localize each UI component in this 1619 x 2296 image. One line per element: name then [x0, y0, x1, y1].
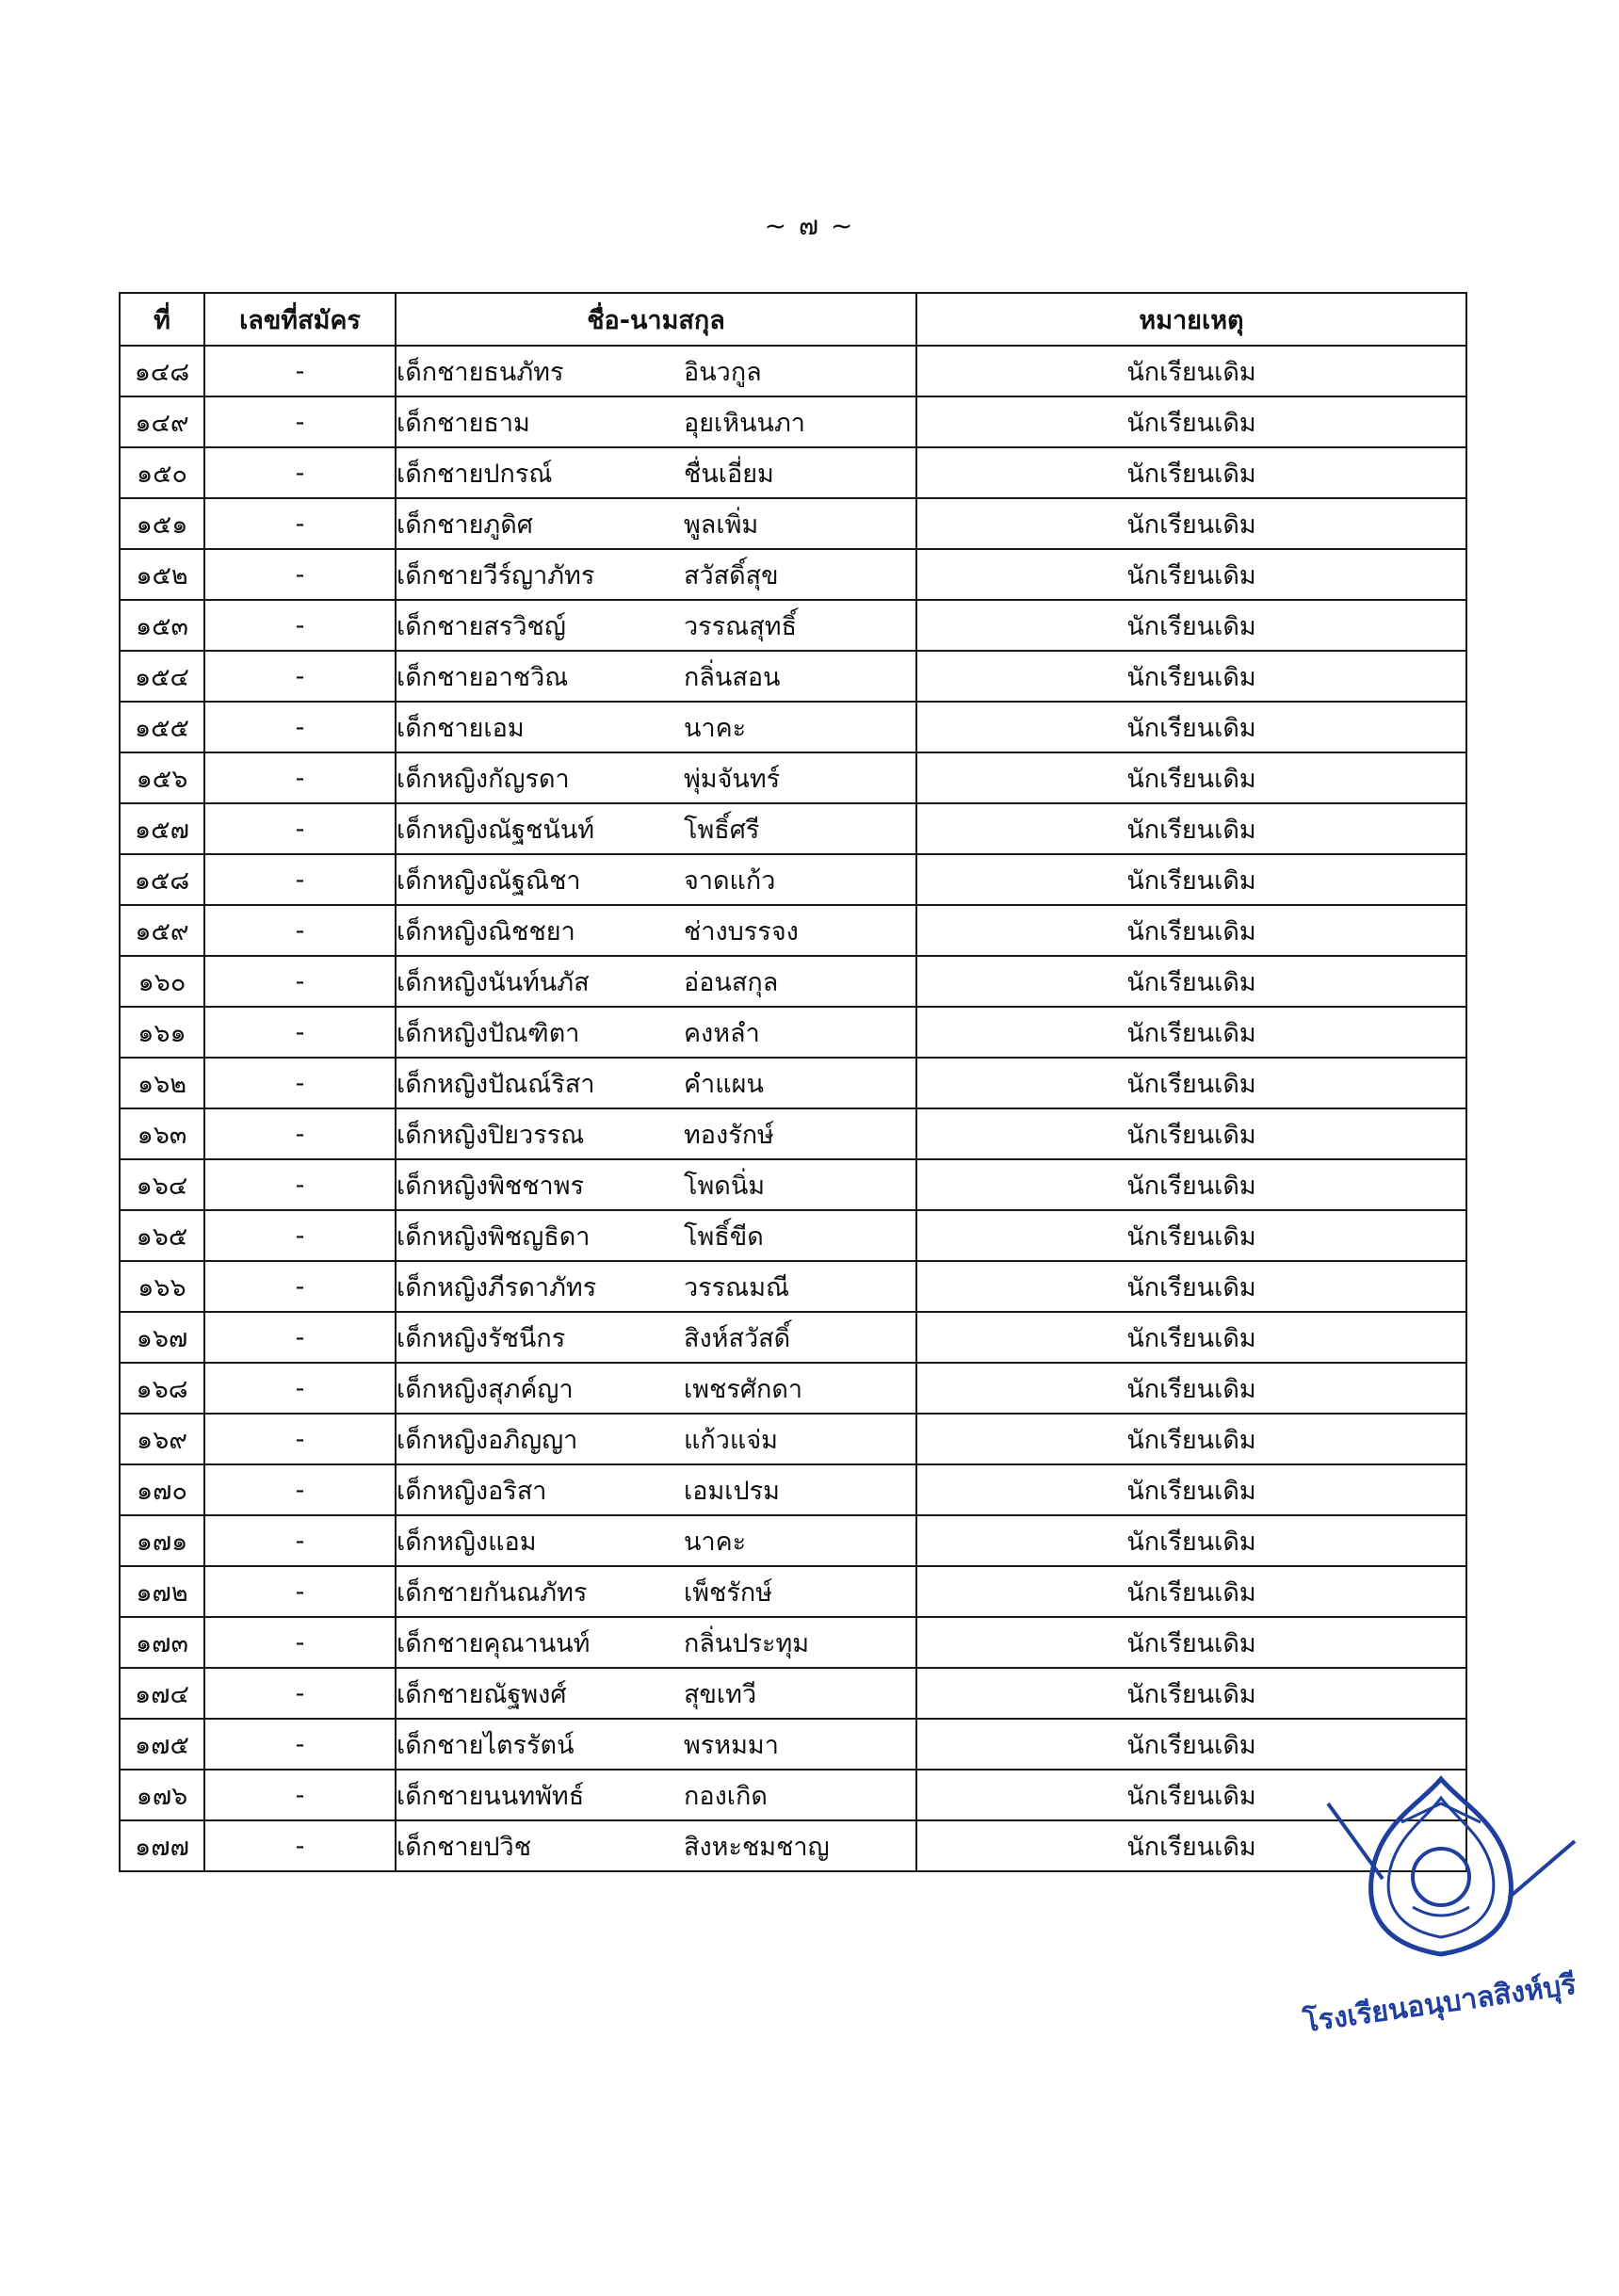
page-number: ~ ๗ ~: [764, 210, 855, 241]
last-name: อุยเหินนภา: [684, 408, 805, 438]
student-name: [396, 752, 916, 803]
application-number: -: [204, 1058, 396, 1108]
header-remark: หมายเหตุ: [916, 293, 1466, 346]
table-row: [120, 447, 1466, 498]
first-name: เด็กหญิงปัณฑิตา: [397, 1018, 580, 1048]
last-name: เอมเปรม: [684, 1476, 780, 1506]
student-name: [396, 1108, 916, 1159]
remark: นักเรียนเดิม: [916, 1363, 1466, 1414]
student-name: [396, 1566, 916, 1617]
last-name: สวัสดิ์สุข: [684, 560, 779, 590]
row-number: ๑๗๑: [120, 1515, 204, 1566]
remark: นักเรียนเดิม: [916, 1261, 1466, 1312]
table-row: [120, 752, 1466, 803]
first-name: เด็กชายภูดิศ: [397, 509, 533, 540]
row-number: ๑๗๕: [120, 1719, 204, 1770]
table-row: [120, 1363, 1466, 1414]
remark: นักเรียนเดิม: [916, 1820, 1466, 1871]
remark: นักเรียนเดิม: [916, 1108, 1466, 1159]
row-number: ๑๕๖: [120, 752, 204, 803]
remark: นักเรียนเดิม: [916, 1668, 1466, 1719]
first-name: เด็กหญิงอภิญญา: [397, 1425, 578, 1455]
row-number: ๑๖๖: [120, 1261, 204, 1312]
table-row: [120, 1464, 1466, 1515]
student-name: [396, 1617, 916, 1668]
student-name: [396, 1159, 916, 1210]
application-number: -: [204, 1261, 396, 1312]
student-name: [396, 1515, 916, 1566]
application-number: -: [204, 600, 396, 651]
row-number: ๑๖๕: [120, 1210, 204, 1261]
first-name: เด็กชายธนภัทร: [397, 357, 564, 387]
application-number: -: [204, 396, 396, 447]
table-row: [120, 702, 1466, 752]
application-number: -: [204, 803, 396, 854]
student-name: [396, 1414, 916, 1464]
row-number: ๑๗๒: [120, 1566, 204, 1617]
row-number: ๑๖๘: [120, 1363, 204, 1414]
row-number: ๑๗๖: [120, 1770, 204, 1820]
last-name: อินวกูล: [684, 357, 762, 387]
student-name: [396, 498, 916, 549]
row-number: ๑๕๑: [120, 498, 204, 549]
last-name: เพ็ชรักษ์: [684, 1577, 772, 1608]
table-row: [120, 1719, 1466, 1770]
row-number: ๑๖๗: [120, 1312, 204, 1363]
row-number: ๑๕๐: [120, 447, 204, 498]
table-row: [120, 1058, 1466, 1108]
header-name: ชื่อ-นามสกุล: [396, 293, 916, 346]
student-name: [396, 346, 916, 396]
table-row: [120, 651, 1466, 702]
remark: นักเรียนเดิม: [916, 447, 1466, 498]
first-name: เด็กชายปกรณ์: [397, 459, 553, 489]
application-number: -: [204, 549, 396, 600]
table-row: [120, 1007, 1466, 1058]
last-name: สิงหะชมชาญ: [684, 1832, 830, 1862]
table-row: [120, 1617, 1466, 1668]
first-name: เด็กหญิงณัฐณิชา: [397, 865, 581, 896]
table-header-row: [120, 293, 1466, 346]
table-row: [120, 1159, 1466, 1210]
student-name: [396, 1668, 916, 1719]
table-body: [120, 346, 1466, 1871]
student-name: [396, 651, 916, 702]
first-name: เด็กชายเอม: [397, 713, 525, 743]
last-name: กองเกิด: [684, 1781, 768, 1811]
first-name: เด็กชายไตรรัตน์: [397, 1730, 575, 1760]
first-name: เด็กชายธาม: [397, 408, 530, 438]
remark: นักเรียนเดิม: [916, 752, 1466, 803]
table-row: [120, 1770, 1466, 1820]
first-name: เด็กหญิงพิชญธิดา: [397, 1221, 591, 1252]
remark: นักเรียนเดิม: [916, 1159, 1466, 1210]
row-number: ๑๖๒: [120, 1058, 204, 1108]
row-number: ๑๔๙: [120, 396, 204, 447]
first-name: เด็กหญิงรัชนีกร: [397, 1323, 566, 1353]
school-seal: [1300, 1766, 1582, 2048]
table-row: [120, 600, 1466, 651]
application-number: -: [204, 1719, 396, 1770]
last-name: โพดนิ่ม: [684, 1171, 766, 1201]
first-name: เด็กหญิงณิชชยา: [397, 916, 575, 946]
first-name: เด็กหญิงภีรดาภัทร: [397, 1272, 597, 1302]
application-number: -: [204, 702, 396, 752]
table-row: [120, 1261, 1466, 1312]
row-number: ๑๗๗: [120, 1820, 204, 1871]
student-name: [396, 1261, 916, 1312]
first-name: เด็กหญิงกัญรดา: [397, 764, 570, 794]
remark: นักเรียนเดิม: [916, 956, 1466, 1007]
last-name: พรหมมา: [684, 1730, 779, 1760]
table-row: [120, 346, 1466, 396]
remark: นักเรียนเดิม: [916, 702, 1466, 752]
table-row: [120, 498, 1466, 549]
seal-text: โรงเรียนอนุบาลสิงห์บุรี: [1301, 1967, 1579, 2040]
application-number: -: [204, 1007, 396, 1058]
application-number: -: [204, 1363, 396, 1414]
remark: นักเรียนเดิม: [916, 1719, 1466, 1770]
first-name: เด็กชายอาชวิณ: [397, 662, 569, 692]
last-name: โพธิ์ศรี: [684, 815, 760, 845]
remark: นักเรียนเดิม: [916, 498, 1466, 549]
student-name: [396, 702, 916, 752]
last-name: กลิ่นประทุม: [684, 1628, 810, 1658]
application-number: -: [204, 956, 396, 1007]
student-name: [396, 1464, 916, 1515]
row-number: ๑๕๕: [120, 702, 204, 752]
student-name: [396, 447, 916, 498]
table-row: [120, 1668, 1466, 1719]
remark: นักเรียนเดิม: [916, 1617, 1466, 1668]
last-name: พูลเพิ่ม: [684, 509, 759, 540]
application-number: -: [204, 1820, 396, 1871]
student-name: [396, 549, 916, 600]
row-number: ๑๕๗: [120, 803, 204, 854]
row-number: ๑๔๘: [120, 346, 204, 396]
last-name: เพชรศักดา: [684, 1374, 803, 1404]
last-name: วรรณมณี: [684, 1272, 790, 1302]
table-row: [120, 1108, 1466, 1159]
application-number: -: [204, 1515, 396, 1566]
student-name: [396, 854, 916, 905]
table-row: [120, 803, 1466, 854]
row-number: ๑๕๔: [120, 651, 204, 702]
last-name: วรรณสุทธิ์: [684, 611, 797, 641]
last-name: พุ่มจันทร์: [684, 764, 781, 794]
table-row: [120, 905, 1466, 956]
student-name: [396, 803, 916, 854]
remark: นักเรียนเดิม: [916, 1058, 1466, 1108]
first-name: เด็กหญิงปัณณ์ริสา: [397, 1069, 595, 1099]
student-name: [396, 1312, 916, 1363]
application-number: -: [204, 752, 396, 803]
row-number: ๑๕๙: [120, 905, 204, 956]
last-name: ช่างบรรจง: [684, 916, 799, 946]
first-name: เด็กหญิงแอม: [397, 1527, 537, 1557]
last-name: นาคะ: [684, 1527, 747, 1557]
remark: นักเรียนเดิม: [916, 651, 1466, 702]
first-name: เด็กหญิงสุภค์ญา: [397, 1374, 574, 1404]
last-name: แก้วแจ่ม: [684, 1425, 778, 1455]
row-number: ๑๖๙: [120, 1414, 204, 1464]
last-name: สุขเทวี: [684, 1679, 757, 1709]
header-no: ที่: [120, 293, 204, 346]
application-number: -: [204, 1108, 396, 1159]
student-name: [396, 956, 916, 1007]
table-row: [120, 854, 1466, 905]
row-number: ๑๖๔: [120, 1159, 204, 1210]
student-list-table: [119, 292, 1467, 1872]
first-name: เด็กชายคุณานนท์: [397, 1628, 591, 1658]
table-row: [120, 1566, 1466, 1617]
table-row: [120, 1312, 1466, 1363]
student-name: [396, 600, 916, 651]
application-number: -: [204, 1210, 396, 1261]
first-name: เด็กชายณัฐพงศ์: [397, 1679, 567, 1709]
remark: นักเรียนเดิม: [916, 1566, 1466, 1617]
remark: นักเรียนเดิม: [916, 1515, 1466, 1566]
remark: นักเรียนเดิม: [916, 1210, 1466, 1261]
student-name: [396, 1210, 916, 1261]
row-number: ๑๖๓: [120, 1108, 204, 1159]
last-name: โพธิ์ขีด: [684, 1221, 764, 1252]
header-application-no: เลขที่สมัคร: [204, 293, 396, 346]
table-row: [120, 549, 1466, 600]
remark: นักเรียนเดิม: [916, 854, 1466, 905]
row-number: ๑๗๓: [120, 1617, 204, 1668]
row-number: ๑๕๓: [120, 600, 204, 651]
application-number: -: [204, 498, 396, 549]
table-row: [120, 1414, 1466, 1464]
first-name: เด็กชายนนทพัทธ์: [397, 1781, 585, 1811]
first-name: เด็กชายสรวิชญ์: [397, 611, 566, 641]
application-number: -: [204, 1414, 396, 1464]
row-number: ๑๗๐: [120, 1464, 204, 1515]
table-row: [120, 1515, 1466, 1566]
student-name: [396, 1007, 916, 1058]
last-name: ทองรักษ์: [684, 1120, 774, 1150]
application-number: -: [204, 346, 396, 396]
first-name: เด็กหญิงอริสา: [397, 1476, 547, 1506]
application-number: -: [204, 905, 396, 956]
table-row: [120, 1210, 1466, 1261]
first-name: เด็กหญิงนันท์นภัส: [397, 967, 590, 997]
remark: นักเรียนเดิม: [916, 549, 1466, 600]
application-number: -: [204, 1159, 396, 1210]
remark: นักเรียนเดิม: [916, 1770, 1466, 1820]
last-name: สิงห์สวัสดิ์: [684, 1323, 791, 1353]
application-number: -: [204, 1312, 396, 1363]
application-number: -: [204, 1617, 396, 1668]
student-name: [396, 1770, 916, 1820]
first-name: เด็กหญิงณัฐชนันท์: [397, 815, 595, 845]
last-name: คงหลำ: [684, 1018, 760, 1048]
student-name: [396, 905, 916, 956]
row-number: ๑๕๒: [120, 549, 204, 600]
student-name: [396, 396, 916, 447]
application-number: -: [204, 854, 396, 905]
student-name: [396, 1058, 916, 1108]
last-name: กลิ่นสอน: [684, 662, 781, 692]
first-name: เด็กหญิงปิยวรรณ: [397, 1120, 585, 1150]
first-name: เด็กชายปวิช: [397, 1832, 532, 1862]
last-name: ชื่นเอี่ยม: [684, 459, 774, 489]
row-number: ๑๗๔: [120, 1668, 204, 1719]
remark: นักเรียนเดิม: [916, 905, 1466, 956]
table-row: [120, 956, 1466, 1007]
student-name: [396, 1719, 916, 1770]
application-number: -: [204, 1770, 396, 1820]
first-name: เด็กหญิงพิชชาพร: [397, 1171, 585, 1201]
first-name: เด็กชายกันณภัทร: [397, 1577, 588, 1608]
remark: นักเรียนเดิม: [916, 1007, 1466, 1058]
remark: นักเรียนเดิม: [916, 1464, 1466, 1515]
remark: นักเรียนเดิม: [916, 1312, 1466, 1363]
last-name: นาคะ: [684, 713, 747, 743]
row-number: ๑๕๘: [120, 854, 204, 905]
remark: นักเรียนเดิม: [916, 803, 1466, 854]
row-number: ๑๖๑: [120, 1007, 204, 1058]
application-number: -: [204, 651, 396, 702]
application-number: -: [204, 1464, 396, 1515]
last-name: คำแผน: [684, 1069, 764, 1099]
last-name: อ่อนสกุล: [684, 967, 779, 997]
table-row: [120, 396, 1466, 447]
remark: นักเรียนเดิม: [916, 346, 1466, 396]
application-number: -: [204, 1566, 396, 1617]
row-number: ๑๖๐: [120, 956, 204, 1007]
remark: นักเรียนเดิม: [916, 600, 1466, 651]
first-name: เด็กชายวีร์ญาภัทร: [397, 560, 595, 590]
student-name: [396, 1363, 916, 1414]
application-number: -: [204, 447, 396, 498]
remark: นักเรียนเดิม: [916, 396, 1466, 447]
remark: นักเรียนเดิม: [916, 1414, 1466, 1464]
last-name: จาดแก้ว: [684, 865, 776, 896]
table-row: [120, 1820, 1466, 1871]
student-name: [396, 1820, 916, 1871]
application-number: -: [204, 1668, 396, 1719]
